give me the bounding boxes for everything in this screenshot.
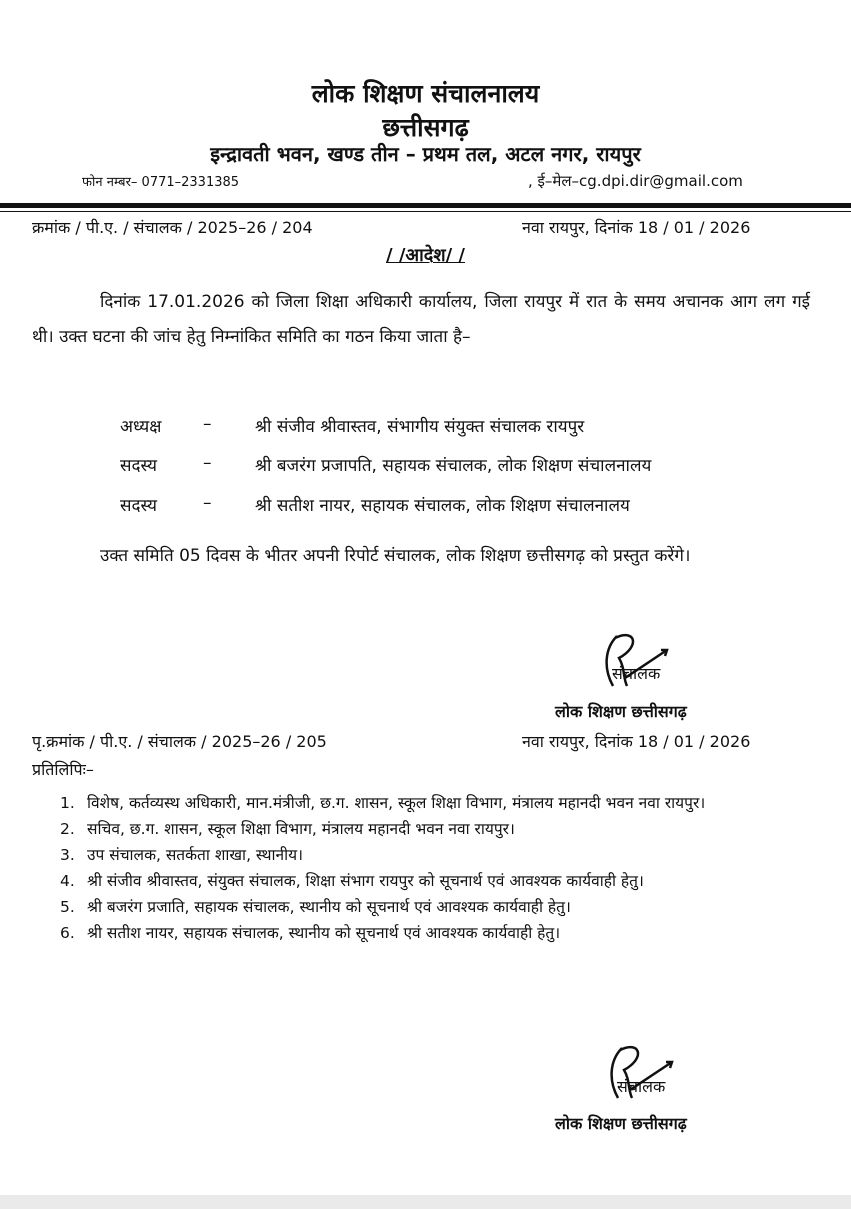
item-text: श्री संजीव श्रीवास्तव, संयुक्त संचालक, शिक्षा संभाग रायपुर को सूचनार्थ एवं आवश्यक कार्यवाही हेतु। bbox=[87, 872, 644, 890]
address: इन्द्रावती भवन, खण्ड तीन – प्रथम तल, अटल नगर, रायपुर bbox=[210, 142, 641, 166]
committee-dash: – bbox=[203, 493, 212, 513]
list-item bbox=[60, 816, 820, 842]
committee-role: सदस्य bbox=[120, 456, 157, 476]
signatory-org: लोक शिक्षण छत्तीसगढ़ bbox=[555, 702, 687, 721]
order-heading-text: / /आदेश/ / bbox=[385, 245, 466, 266]
committee-dash: – bbox=[203, 414, 212, 434]
item-number: 3. bbox=[60, 846, 75, 864]
copy-signatory-title: संचालक bbox=[617, 1077, 666, 1096]
copy-list bbox=[60, 790, 820, 946]
committee-role: अध्यक्ष bbox=[120, 417, 162, 437]
item-text: उप संचालक, सतर्कता शाखा, स्थानीय। bbox=[87, 846, 304, 864]
list-item bbox=[60, 868, 820, 894]
item-number: 2. bbox=[60, 820, 75, 838]
order-paragraph-1: दिनांक 17.01.2026 को जिला शिक्षा अधिकारी कार्यालय, जिला रायपुर में रात के समय अचानक आग लग गई थी। उक्त घटना की जांच हेतु निम्नांकित समिति का गठन किया जाता है– bbox=[32, 292, 810, 347]
committee-member: श्री संजीव श्रीवास्तव, संभागीय संयुक्त संचालक रायपुर bbox=[255, 417, 585, 437]
copy-label: प्रतिलिपिः– bbox=[32, 760, 94, 779]
list-item bbox=[60, 894, 820, 920]
email: , ई–मेल–cg.dpi.dir@gmail.com bbox=[528, 172, 743, 190]
item-text: विशेष, कर्तव्यस्थ अधिकारी, मान.मंत्रीजी, छ.ग. शासन, स्कूल शिक्षा विभाग, मंत्रालय महानदी भवन नवा रायपुर। bbox=[87, 794, 706, 812]
copy-signatory-org: लोक शिक्षण छत्तीसगढ़ bbox=[555, 1114, 687, 1133]
item-text: सचिव, छ.ग. शासन, स्कूल शिक्षा विभाग, मंत्रालय महानदी भवन नवा रायपुर। bbox=[87, 820, 515, 838]
committee-member: श्री सतीश नायर, सहायक संचालक, लोक शिक्षण संचालनालय bbox=[255, 496, 630, 516]
state-title: छत्तीसगढ़ bbox=[382, 113, 469, 142]
item-number: 5. bbox=[60, 898, 75, 916]
signatory-title: संचालक bbox=[612, 664, 661, 683]
order-date: नवा रायपुर, दिनांक 18 / 01 / 2026 bbox=[522, 218, 751, 237]
item-number: 1. bbox=[60, 794, 75, 812]
org-title: लोक शिक्षण संचालनालय bbox=[311, 79, 540, 108]
item-number: 6. bbox=[60, 924, 75, 942]
list-item bbox=[60, 790, 820, 816]
copy-ref: पृ.क्रमांक / पी.ए. / संचालक / 2025–26 / 205 bbox=[32, 732, 327, 751]
committee-role: सदस्य bbox=[120, 496, 157, 516]
item-text: श्री बजरंग प्रजाति, सहायक संचालक, स्थानीय को सूचनार्थ एवं आवश्यक कार्यवाही हेतु। bbox=[87, 898, 571, 916]
item-text: श्री सतीश नायर, सहायक संचालक, स्थानीय को सूचनार्थ एवं आवश्यक कार्यवाही हेतु। bbox=[87, 924, 561, 942]
order-paragraph-2: उक्त समिति 05 दिवस के भीतर अपनी रिपोर्ट संचालक, लोक शिक्षण छत्तीसगढ़ को प्रस्तुत करेंगे। bbox=[100, 546, 691, 566]
order-ref: क्रमांक / पी.ए. / संचालक / 2025–26 / 204 bbox=[32, 218, 313, 237]
header-divider-thin bbox=[0, 211, 851, 212]
committee-member: श्री बजरंग प्रजापति, सहायक संचालक, लोक शिक्षण संचालनालय bbox=[255, 456, 652, 476]
list-item bbox=[60, 920, 820, 946]
order-heading bbox=[0, 243, 851, 267]
phone: फोन नम्बर– 0771–2331385 bbox=[82, 175, 240, 190]
header-divider bbox=[0, 203, 851, 208]
page-bottom-edge bbox=[0, 1195, 851, 1209]
list-item bbox=[60, 842, 820, 868]
item-number: 4. bbox=[60, 872, 75, 890]
committee-dash: – bbox=[203, 453, 212, 473]
copy-date: नवा रायपुर, दिनांक 18 / 01 / 2026 bbox=[522, 732, 751, 751]
